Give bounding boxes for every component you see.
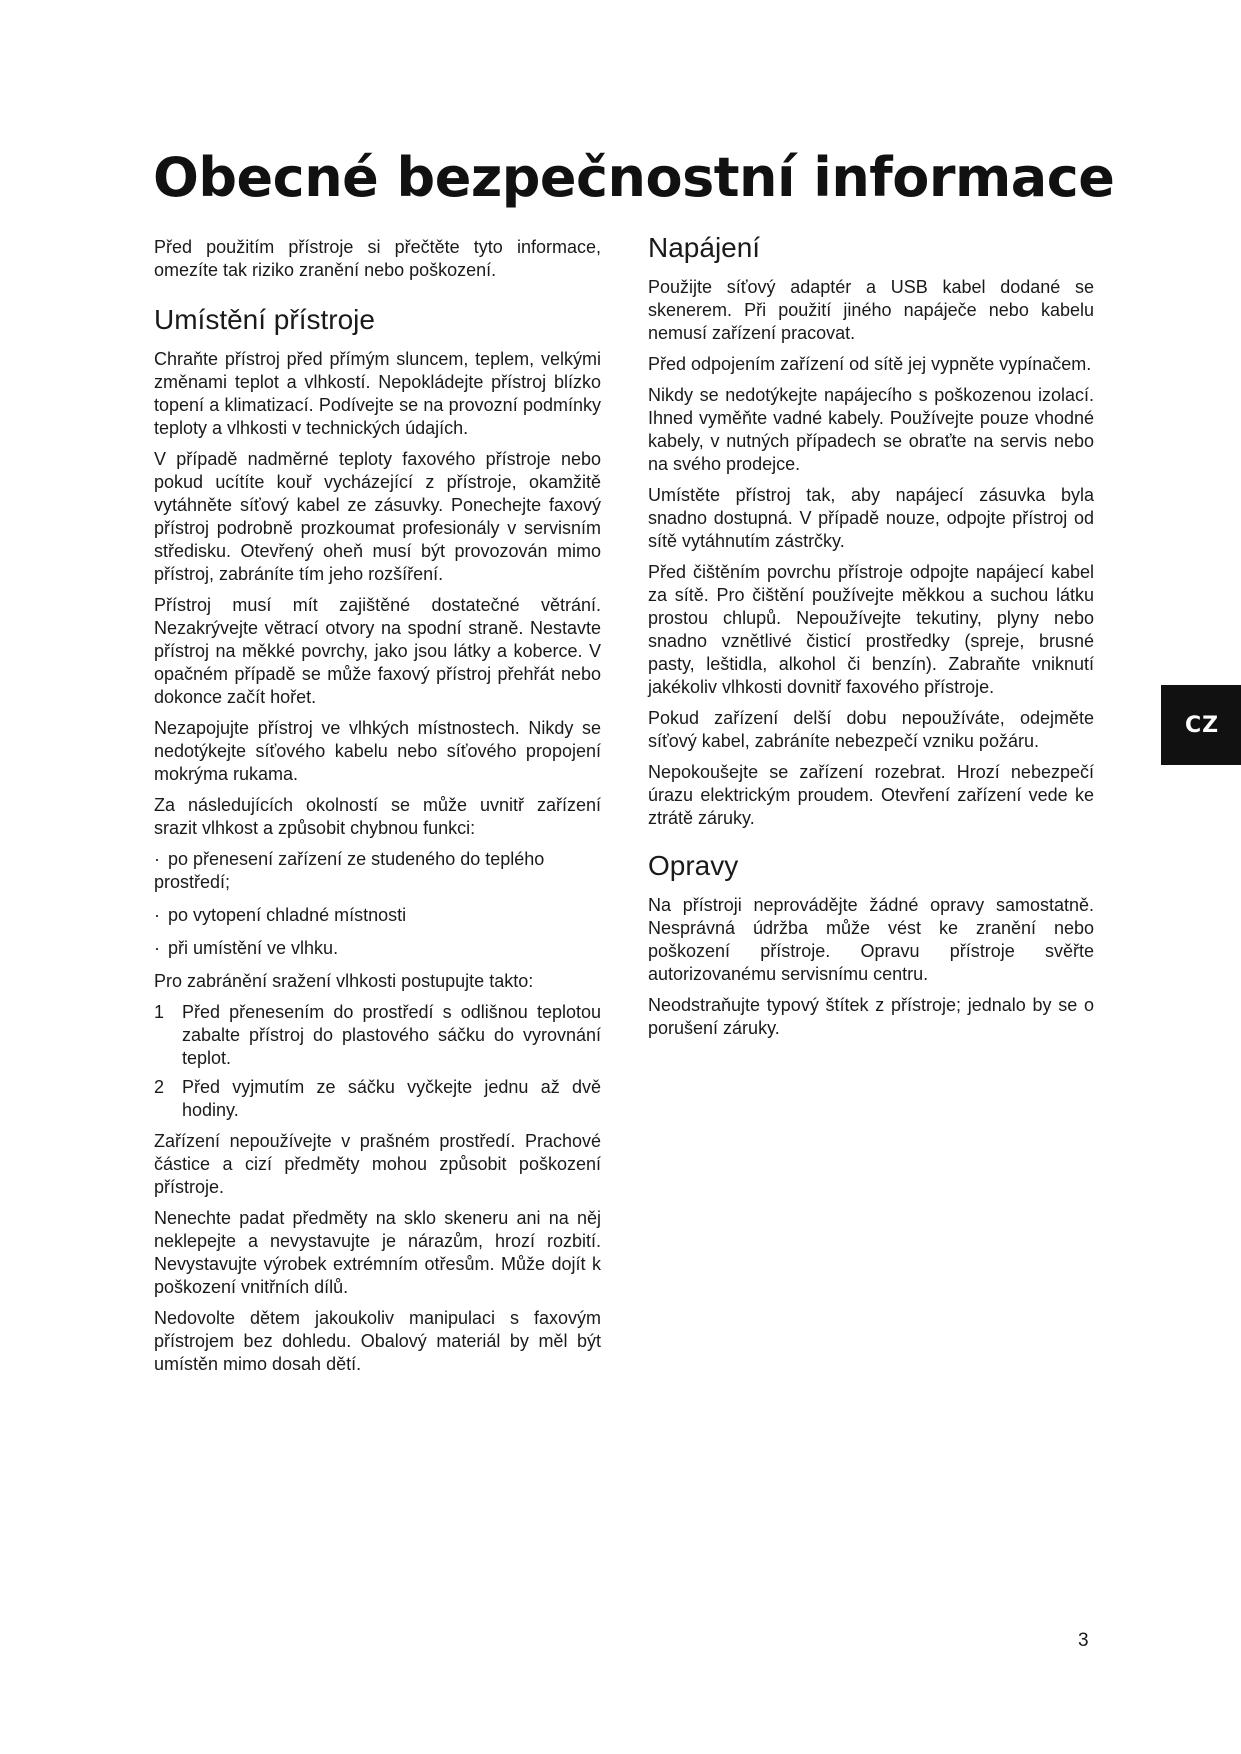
paragraph: V případě nadměrné teploty faxového přístroje nebo pokud ucítíte kouř vycházející z přístroje, okamžitě vytáhněte síťový kabel ze zásuvky. Ponechejte faxový přístroj podrobně prozkoumat profesionály v servisním středisku. Otevřený oheň musí být provozován mimo přístroj, zabráníte tím jeho rozšíření. bbox=[154, 449, 601, 584]
section-heading-repairs: Opravy bbox=[648, 850, 739, 881]
paragraph: Pro zabránění sražení vlhkosti postupujte takto: bbox=[154, 971, 534, 991]
paragraph: Nikdy se nedotýkejte napájecího s poškozenou izolací. Ihned vyměňte vadné kabely. Používejte pouze vhodné kabely, v nutných případech se obraťte na servis nebo na svého prodejce. bbox=[648, 385, 1094, 474]
step-item: 1 Před přenesením do prostředí s odlišnou teplotou zabalte přístroj do plastového sáčku do vyrovnání teplot. bbox=[154, 1002, 601, 1068]
step-number: 2 bbox=[154, 1077, 165, 1097]
bullet-icon: · bbox=[154, 938, 160, 958]
paragraph: Před čištěním povrchu přístroje odpojte napájecí kabel za sítě. Pro čištění používejte měkkou a suchou látku prostou chlupů. Nepoužívejte tekutiny, plyny nebo snadno vznětlivé čisticí prostředky (spreje, brusné pasty, leštidla, alkohol či benzín). Zabraňte vniknutí jakékoliv vlhkosti dovnitř faxového přístroje. bbox=[648, 562, 1094, 697]
section-heading-placement: Umístění přístroje bbox=[154, 304, 375, 335]
left-column bbox=[154, 236, 601, 1384]
paragraph: Neodstraňujte typový štítek z přístroje; jednalo by se o porušení záruky. bbox=[648, 995, 1094, 1038]
paragraph: Umístěte přístroj tak, aby napájecí zásuvka byla snadno dostupná. V případě nouze, odpojte přístroj od sítě vytáhnutím zástrčky. bbox=[648, 485, 1094, 551]
language-tab: CZ bbox=[1161, 685, 1241, 765]
paragraph: Použijte síťový adaptér a USB kabel dodané se skenerem. Při použití jiného napáječe nebo kabelu nemusí zařízení pracovat. bbox=[648, 277, 1094, 343]
list-item: · při umístění ve vlhku. bbox=[154, 938, 339, 958]
page-number: 3 bbox=[1078, 1630, 1089, 1651]
list-item: · po vytopení chladné místnosti bbox=[154, 905, 407, 925]
step-item: 2 Před vyjmutím ze sáčku vyčkejte jednu až dvě hodiny. bbox=[154, 1077, 601, 1120]
paragraph: Za následujících okolností se může uvnitř zařízení srazit vlhkost a způsobit chybnou funkci: bbox=[154, 795, 601, 838]
bullet-icon: · bbox=[154, 849, 160, 869]
section-heading-power: Napájení bbox=[648, 232, 761, 263]
paragraph: Nedovolte dětem jakoukoliv manipulaci s faxovým přístrojem bez dohledu. Obalový materiál by měl být umístěn mimo dosah dětí. bbox=[154, 1308, 601, 1374]
paragraph: Nenechte padat předměty na sklo skeneru ani na něj neklepejte a nevystavujte je nárazům, hrozí rozbití. Nevystavujte výrobek extrémním otřesům. Může dojít k poškození vnitřních dílů. bbox=[154, 1208, 601, 1297]
list-item: · po přenesení zařízení ze studeného do teplého prostředí; bbox=[154, 849, 545, 892]
step-list bbox=[154, 1001, 601, 1122]
paragraph: Zařízení nepoužívejte v prašném prostředí. Prachové částice a cizí předměty mohou způsobit poškození přístroje. bbox=[154, 1131, 601, 1197]
paragraph: Chraňte přístroj před přímým sluncem, teplem, velkými změnami teplot a vlhkostí. Nepokládejte přístroj blízko topení a klimatizací. Podívejte se na provozní podmínky teploty a vlhkosti v technických údajích. bbox=[154, 349, 601, 438]
paragraph: Nezapojujte přístroj ve vlhkých místnostech. Nikdy se nedotýkejte síťového kabelu nebo síťového propojení mokrýma rukama. bbox=[154, 718, 601, 784]
paragraph: Nepokoušejte se zařízení rozebrat. Hrozí nebezpečí úrazu elektrickým proudem. Otevření zařízení vede ke ztrátě záruky. bbox=[648, 762, 1094, 828]
right-column bbox=[648, 232, 1094, 1048]
paragraph: Pokud zařízení delší dobu nepoužíváte, odejměte síťový kabel, zabráníte nebezpečí vzniku požáru. bbox=[648, 708, 1094, 751]
paragraph: Před odpojením zařízení od sítě jej vypněte vypínačem. bbox=[648, 354, 1092, 374]
condition-list bbox=[154, 848, 601, 960]
bullet-icon: · bbox=[154, 905, 160, 925]
paragraph: Přístroj musí mít zajištěné dostatečné větrání. Nezakrývejte větrací otvory na spodní straně. Nestavte přístroj na měkké povrchy, jako jsou látky a koberce. V opačném případě se může faxový přístroj přehřát nebo dokonce začít hořet. bbox=[154, 595, 601, 707]
paragraph: Na přístroji neprovádějte žádné opravy samostatně. Nesprávná údržba může vést ke zranění nebo poškození přístroje. Opravu přístroje svěřte autorizovanému servisnímu centru. bbox=[648, 895, 1094, 984]
page-title: Obecné bezpečnostní informace bbox=[153, 146, 1115, 209]
intro-paragraph: Před použitím přístroje si přečtěte tyto informace, omezíte tak riziko zranění nebo poškození. bbox=[154, 237, 601, 280]
step-number: 1 bbox=[154, 1002, 165, 1022]
